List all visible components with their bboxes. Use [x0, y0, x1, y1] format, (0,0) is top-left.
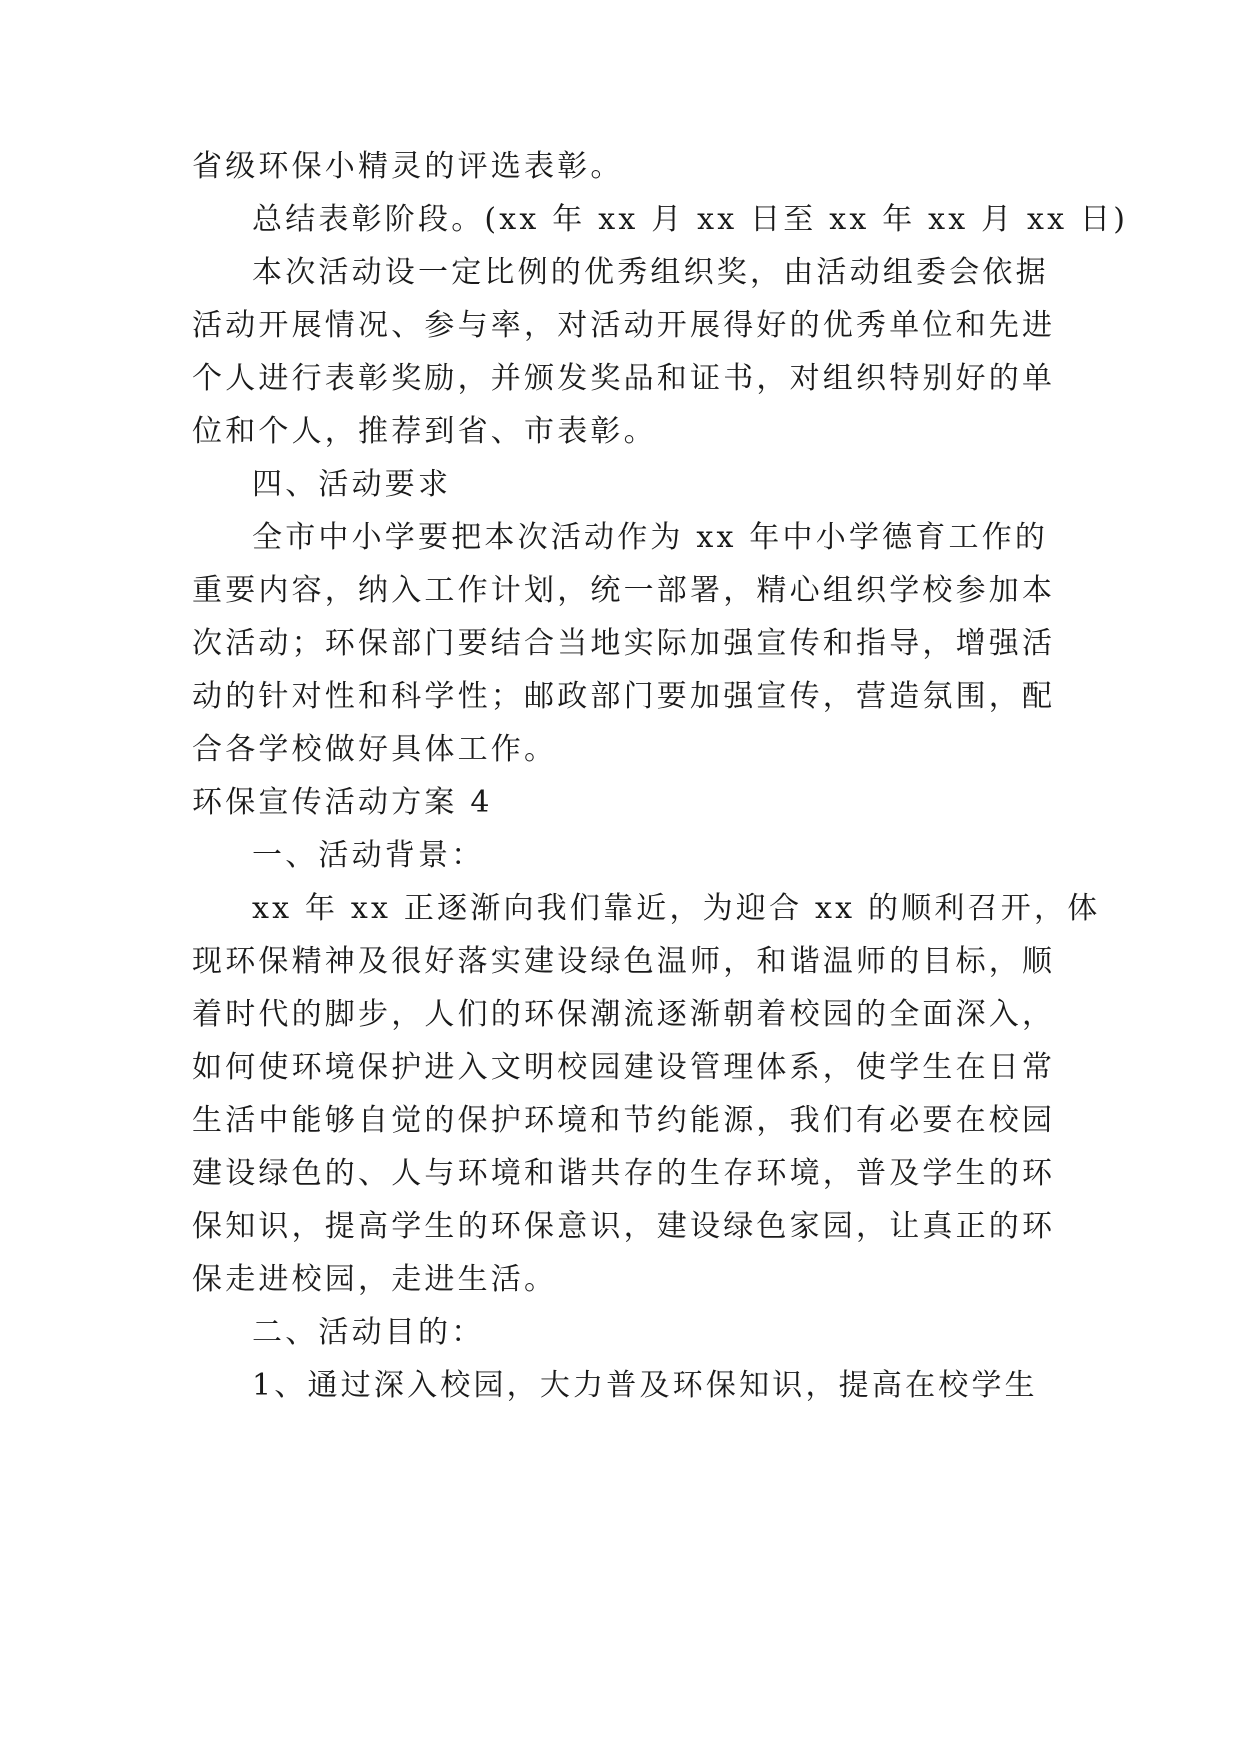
section-heading: 四、活动要求: [252, 467, 452, 502]
body-line: 本次活动设一定比例的优秀组织奖，由活动组委会依据: [252, 255, 1049, 290]
body-line: 活动开展情况、参与率，对活动开展得好的优秀单位和先进: [192, 308, 1056, 343]
body-line: 保走进校园，走进生活。: [192, 1262, 558, 1297]
section-heading: 一、活动背景：: [252, 838, 485, 873]
body-line: 着时代的脚步，人们的环保潮流逐渐朝着校园的全面深入，: [192, 997, 1056, 1032]
body-line: 重要内容，纳入工作计划，统一部署，精心组织学校参加本: [192, 573, 1056, 608]
body-line: 保知识，提高学生的环保意识，建设绿色家园，让真正的环: [192, 1209, 1056, 1244]
body-line: 省级环保小精灵的评选表彰。: [192, 149, 624, 184]
section-heading: 二、活动目的：: [252, 1315, 485, 1350]
body-line: 合各学校做好具体工作。: [192, 732, 558, 767]
body-line: 建设绿色的、人与环境和谐共存的生存环境，普及学生的环: [192, 1156, 1056, 1191]
document-title: 环保宣传活动方案 4: [192, 785, 493, 820]
body-line: 动的针对性和科学性；邮政部门要加强宣传，营造氛围，配: [192, 679, 1056, 714]
body-line: 个人进行表彰奖励，并颁发奖品和证书，对组织特别好的单: [192, 361, 1056, 396]
body-line: 1、通过深入校园，大力普及环保知识，提高在校学生: [252, 1368, 1038, 1403]
body-line: 生活中能够自觉的保护环境和节约能源，我们有必要在校园: [192, 1103, 1056, 1138]
body-line: 全市中小学要把本次活动作为 xx 年中小学德育工作的: [252, 520, 1049, 555]
body-line: 总结表彰阶段。(xx 年 xx 月 xx 日至 xx 年 xx 月 xx 日): [252, 202, 1129, 237]
body-line: xx 年 xx 正逐渐向我们靠近，为迎合 xx 的顺利召开，体: [252, 891, 1101, 926]
body-line: 位和个人，推荐到省、市表彰。: [192, 414, 657, 449]
body-line: 如何使环境保护进入文明校园建设管理体系，使学生在日常: [192, 1050, 1056, 1085]
body-line: 次活动；环保部门要结合当地实际加强宣传和指导，增强活: [192, 626, 1056, 661]
body-line: 现环保精神及很好落实建设绿色温师，和谐温师的目标，顺: [192, 944, 1056, 979]
